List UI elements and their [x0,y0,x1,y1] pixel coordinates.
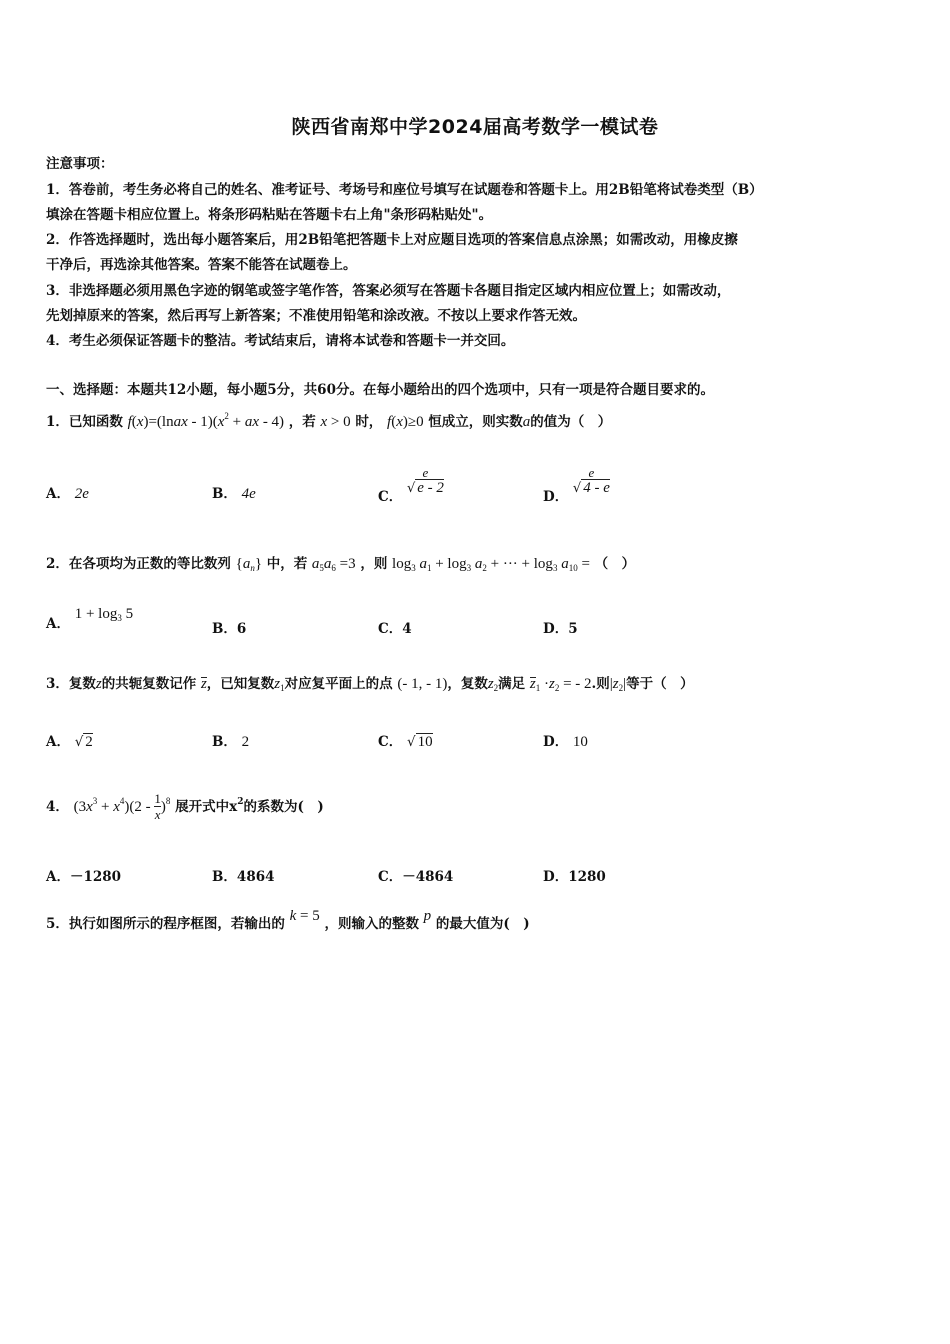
q1-function-formula: f [127,414,132,430]
question-1: 1．已知函数 f(x)=(lnax - $1)(x^2$ + ax - 4) ，若 x > 0 时， f(x)≥0 恒成立，则实数a的值为（ ） [46,411,612,430]
q4-option-c[interactable]: C．－4864 [378,869,454,885]
q4-option-a[interactable]: A．－1280 [46,869,122,885]
q3-option-c[interactable]: C． √ 10 [378,734,433,750]
question-4: 4． $(3x^3 + x^4)(2$ - $\frac{1}{x}$ )$^8$ 展开式中$x^2$的系数为( ) [46,791,324,822]
q5-input-p: p [423,908,432,924]
notice-line-1: 1．答卷前，考生务必将自己的姓名、准考证号、考场号和座位号填写在试题卷和答题卡上。用2B铅笔将试卷类型（B） [46,182,763,198]
q3-z: z [95,676,102,692]
q2-option-c[interactable]: C．4 [378,621,412,637]
notice-line-7: 4．考生必须保证答题卡的整洁。考试结束后，请将本试卷和答题卡一并交回。 [46,333,515,349]
q5-output: k [289,908,297,924]
q1-inequality: f [387,414,392,430]
notice-line-2: 填涂在答题卡相应位置上。将条形码粘贴在答题卡右上角"条形码粘贴处"。 [46,207,493,223]
notice-line-6: 先划掉原来的答案，然后再写上新答案；不准使用铅笔和涂改液。不按以上要求作答无效。 [46,308,586,324]
q2-condition: a [311,556,320,572]
question-5: 5．执行如图所示的程序框图，若输出的 k = 5 ，则输入的整数 p 的最大值为( ) [46,908,530,932]
q3-option-d[interactable]: D． 10 [543,734,588,750]
q3-option-a[interactable]: A． √ 2 [46,734,93,750]
q1-option-c-fraction: e √ e - 2 [406,465,444,496]
section-heading: 一、选择题：本题共12小题，每小题5分，共60分。在每小题给出的四个选项中，只有一项是符合题目要求的。 [46,382,714,398]
q1-condition: x [320,414,328,430]
q1-variable-a: a [522,414,531,430]
q2-option-d[interactable]: D．5 [543,621,578,637]
q4-option-b[interactable]: B．4864 [212,869,275,885]
q2-sequence: { [235,556,243,572]
q3-z-conjugate: z [200,676,207,692]
q3-point: (- 1, - 1) [397,676,448,692]
q1-option-d[interactable]: D． e √ 4 - e [543,465,610,505]
q3-option-b[interactable]: B． 2 [212,734,250,750]
q1-option-a[interactable]: A． 2e [46,486,89,502]
notice-line-5: 3．非选择题必须用黑色字迹的钢笔或签字笔作答，答案必须写在答题卡各题目指定区域内相应位置上；如需改动， [46,283,731,299]
question-3: 3．复数z的共轭复数记作 z，已知复数$z_1$对应复平面上的点 (- 1, - 1)，复数$z_2$满足 $z_1 \cdot z_2$ = - 2.则$|z_2|$等于（ ） [46,676,694,693]
notice-line-3: 2．作答选择题时，选出每小题答案后，用2B铅笔把答题卡上对应题目选项的答案信息点涂黑；如需改动，用橡皮擦 [46,232,738,248]
page-title: 陕西省南郑中学2024届高考数学一模试卷 [291,116,659,138]
notice-line-4: 干净后，再选涂其他答案。答案不能答在试题卷上。 [46,257,357,273]
q3-z2: z [487,676,494,692]
q1-option-d-fraction: e √ 4 - e [572,465,610,496]
question-2: 2．在各项均为正数的等比数列 $\{a_n\}$ 中，若 $a_5a_6 =3$ ，则 $\log_3 a_1 + \log_3 a_2$ + ··· + $\log_3 a_{10}$ = （ ） [46,556,636,573]
q3-modulus: | [609,676,613,692]
q3-equation: z [529,676,536,692]
q2-option-b[interactable]: B．6 [212,621,247,637]
q1-option-b[interactable]: B． 4e [212,486,256,502]
q4-option-d[interactable]: D．1280 [543,869,606,885]
q3-z1: z [274,676,281,692]
q2-option-a[interactable]: A． $1 + \log_3 5$ [46,606,134,632]
q4-expression: (3 [73,799,87,815]
q2-log-sum: log [392,556,412,572]
notice-heading: 注意事项： [46,156,114,172]
q1-option-c[interactable]: C． e √ e - 2 [378,465,444,505]
